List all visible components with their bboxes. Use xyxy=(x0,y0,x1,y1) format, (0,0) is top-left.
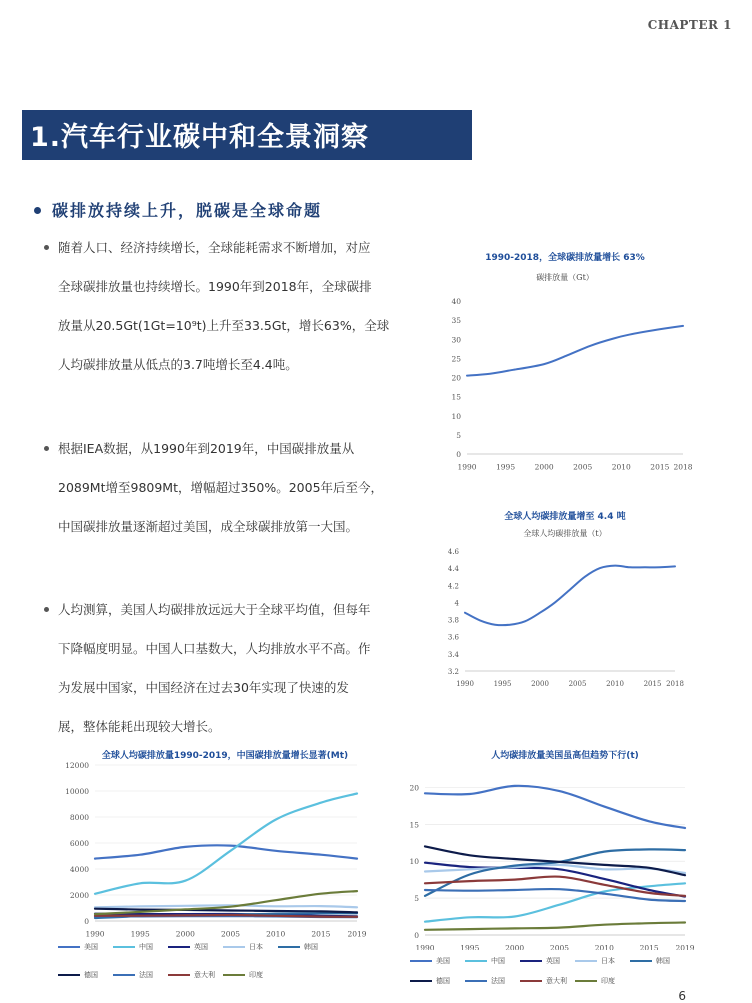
x-tick-label: 2000 xyxy=(531,680,549,688)
chart-title: 1990-2018，全球碳排放量增长 63% xyxy=(485,253,645,263)
y-tick-label: 10 xyxy=(409,857,419,867)
x-tick-label: 2010 xyxy=(594,943,614,950)
global-emissions-chart xyxy=(425,290,705,480)
y-tick-label: 12000 xyxy=(65,761,89,770)
legend-swatch xyxy=(168,946,190,948)
y-tick-label: 35 xyxy=(451,316,461,326)
legend-label: 中国 xyxy=(491,957,505,965)
x-tick-label: 1995 xyxy=(496,462,516,472)
legend-swatch xyxy=(575,960,597,962)
chapter-label: CHAPTER 1 xyxy=(647,18,732,32)
x-tick-label: 2015 xyxy=(639,943,659,950)
legend-swatch xyxy=(465,960,487,962)
x-tick-label: 1995 xyxy=(130,929,150,939)
x-tick-label: 2000 xyxy=(175,929,195,939)
paragraph-1 xyxy=(58,228,403,384)
x-tick-label: 2010 xyxy=(611,462,631,472)
y-tick-label: 10000 xyxy=(65,787,89,796)
paragraph-line: 根据IEA数据，从1990年到2019年，中国碳排放量从 xyxy=(58,441,355,456)
y-tick-label: 4 xyxy=(454,599,459,608)
x-tick-label: 2010 xyxy=(266,929,286,939)
y-tick-label: 0 xyxy=(414,931,419,940)
series-line xyxy=(425,846,685,875)
paragraph-line: 放量从20.5Gt(1Gt=10⁹t)上升至33.5Gt，增长63%，全球 xyxy=(58,318,390,333)
x-tick-label: 2005 xyxy=(549,943,570,950)
legend-label: 美国 xyxy=(84,943,98,951)
x-tick-label: 2015 xyxy=(643,680,662,688)
paragraph-3 xyxy=(58,590,403,746)
section-title: 碳排放持续上升，脱碳是全球命题 xyxy=(52,201,323,220)
legend-swatch xyxy=(575,980,597,982)
legend-swatch xyxy=(113,974,135,976)
x-tick-label: 2018 xyxy=(666,680,684,688)
legend-label: 法国 xyxy=(491,977,505,985)
legend-item xyxy=(465,956,505,966)
bullet-dot-icon xyxy=(44,446,49,451)
legend-item xyxy=(223,942,263,952)
y-tick-label: 4000 xyxy=(69,865,89,874)
x-tick-label: 1995 xyxy=(460,943,480,950)
paragraph-line: 人均碳排放量从低点的3.7吨增长至4.4吨。 xyxy=(58,357,298,372)
legend-swatch xyxy=(113,946,135,948)
series-line xyxy=(425,786,685,828)
legend-swatch xyxy=(278,946,300,948)
chart-subtitle: 全球人均碳排放量（t） xyxy=(523,529,607,538)
y-tick-label: 0 xyxy=(84,917,89,926)
per-capita-countries-chart xyxy=(385,770,705,950)
legend-label: 韩国 xyxy=(656,957,670,965)
legend-item xyxy=(168,970,215,980)
legend-label: 美国 xyxy=(436,957,450,965)
legend-label: 意大利 xyxy=(194,971,215,979)
page-number: 6 xyxy=(678,989,686,1003)
bullet-dot-icon xyxy=(44,607,49,612)
legend-label: 印度 xyxy=(249,971,263,979)
paragraph-line: 展，整体能耗出现较大增长。 xyxy=(58,719,221,734)
legend-label: 日本 xyxy=(601,957,615,965)
per-capita-chart xyxy=(425,545,705,690)
legend-item xyxy=(58,942,98,952)
y-tick-label: 6000 xyxy=(69,839,89,848)
y-tick-label: 30 xyxy=(451,335,461,345)
y-tick-label: 20 xyxy=(451,373,461,383)
x-tick-label: 1990 xyxy=(415,943,435,950)
country-emissions-chart xyxy=(40,755,380,940)
paragraph-line: 随着人口、经济持续增长，全球能耗需求不断增加，对应 xyxy=(58,240,371,255)
legend-swatch xyxy=(58,974,80,976)
x-tick-label: 2005 xyxy=(573,462,593,472)
x-tick-label: 1990 xyxy=(85,929,105,939)
x-tick-label: 2000 xyxy=(534,462,554,472)
legend-label: 韩国 xyxy=(304,943,318,951)
series-line xyxy=(95,845,357,858)
chart-title: 全球人均碳排放量增至 4.4 吨 xyxy=(504,512,626,522)
legend-item xyxy=(168,942,208,952)
legend-item xyxy=(278,942,318,952)
paragraph-line: 人均测算，美国人均碳排放远远大于全球平均值，但每年 xyxy=(58,602,371,617)
legend-swatch xyxy=(410,960,432,962)
chart-title: 全球人均碳排放量1990-2019，中国碳排放量增长显著(Mt) xyxy=(101,751,349,761)
legend-swatch xyxy=(410,980,432,982)
x-tick-label: 2005 xyxy=(220,929,241,939)
x-tick-label: 1990 xyxy=(456,680,474,688)
legend-label: 意大利 xyxy=(546,977,567,985)
legend-item xyxy=(58,970,98,980)
legend-item xyxy=(113,970,153,980)
legend-swatch xyxy=(168,974,190,976)
legend-item xyxy=(520,956,560,966)
x-tick-label: 1990 xyxy=(457,462,477,472)
x-tick-label: 1995 xyxy=(493,680,512,688)
section-bullet-icon xyxy=(34,207,41,214)
y-tick-label: 3.8 xyxy=(447,616,459,625)
y-tick-label: 3.4 xyxy=(447,650,459,659)
legend-label: 英国 xyxy=(546,957,560,965)
y-tick-label: 5 xyxy=(414,894,419,904)
legend-label: 法国 xyxy=(139,971,153,979)
legend-swatch xyxy=(520,980,542,982)
y-tick-label: 5 xyxy=(456,430,461,440)
y-tick-label: 0 xyxy=(456,450,461,459)
y-tick-label: 4.6 xyxy=(447,548,459,556)
y-tick-label: 8000 xyxy=(69,813,89,822)
legend-item xyxy=(113,942,153,952)
x-tick-label: 2015 xyxy=(650,462,670,472)
legend-label: 中国 xyxy=(139,943,153,951)
paragraph-line: 为发展中国家，中国经济在过去30年实现了快速的发 xyxy=(58,680,349,695)
legend-swatch xyxy=(630,960,652,962)
y-tick-label: 3.2 xyxy=(447,668,459,676)
legend-label: 日本 xyxy=(249,943,263,951)
chart-subtitle: 碳排放量（Gt） xyxy=(536,273,594,282)
y-tick-label: 3.6 xyxy=(447,633,459,642)
legend-label: 英国 xyxy=(194,943,208,951)
legend-label: 印度 xyxy=(601,977,615,985)
y-tick-label: 25 xyxy=(451,354,461,364)
y-tick-label: 4.2 xyxy=(447,582,459,591)
paragraph-line: 全球碳排放量也持续增长。1990年到2018年，全球碳排 xyxy=(58,279,372,294)
legend-item xyxy=(575,956,615,966)
legend-swatch xyxy=(223,946,245,948)
y-tick-label: 40 xyxy=(451,297,461,306)
paragraph-2 xyxy=(58,429,403,546)
legend-item xyxy=(520,976,567,986)
y-tick-label: 15 xyxy=(451,392,461,402)
y-tick-label: 20 xyxy=(409,783,419,793)
legend-swatch xyxy=(520,960,542,962)
series-line xyxy=(465,566,675,626)
legend-label: 德国 xyxy=(84,971,98,979)
x-tick-label: 2015 xyxy=(311,929,331,939)
legend-swatch xyxy=(58,946,80,948)
x-tick-label: 2005 xyxy=(568,680,587,688)
paragraph-line: 中国碳排放量逐渐超过美国，成全球碳排放第一大国。 xyxy=(58,519,359,534)
x-tick-label: 2010 xyxy=(606,680,624,688)
x-tick-label: 2018 xyxy=(673,462,693,472)
legend-swatch xyxy=(223,974,245,976)
legend-item xyxy=(223,970,263,980)
x-tick-label: 2019 xyxy=(347,929,367,939)
y-tick-label: 10 xyxy=(451,411,461,421)
series-line xyxy=(95,794,357,894)
bullet-dot-icon xyxy=(44,245,49,250)
series-line xyxy=(467,326,683,376)
y-tick-label: 2000 xyxy=(69,891,89,900)
y-tick-label: 4.4 xyxy=(447,565,459,574)
series-line xyxy=(425,889,685,901)
paragraph-line: 下降幅度明显。中国人口基数大，人均排放水平不高。作 xyxy=(58,641,371,656)
legend-item xyxy=(465,976,505,986)
series-line xyxy=(425,923,685,930)
legend-swatch xyxy=(465,980,487,982)
legend-item xyxy=(575,976,615,986)
y-tick-label: 15 xyxy=(409,820,419,830)
chart-title: 人均碳排放量美国虽高但趋势下行(t) xyxy=(491,751,639,761)
legend-item xyxy=(630,956,670,966)
page-title: 1.汽车行业碳中和全景洞察 xyxy=(30,122,370,153)
x-tick-label: 2019 xyxy=(675,943,695,950)
x-tick-label: 2000 xyxy=(505,943,525,950)
legend-item xyxy=(410,956,450,966)
paragraph-line: 2089Mt增至9809Mt，增幅超过350%。2005年后至今， xyxy=(58,480,384,495)
legend-label: 德国 xyxy=(436,977,450,985)
legend-item xyxy=(410,976,450,986)
